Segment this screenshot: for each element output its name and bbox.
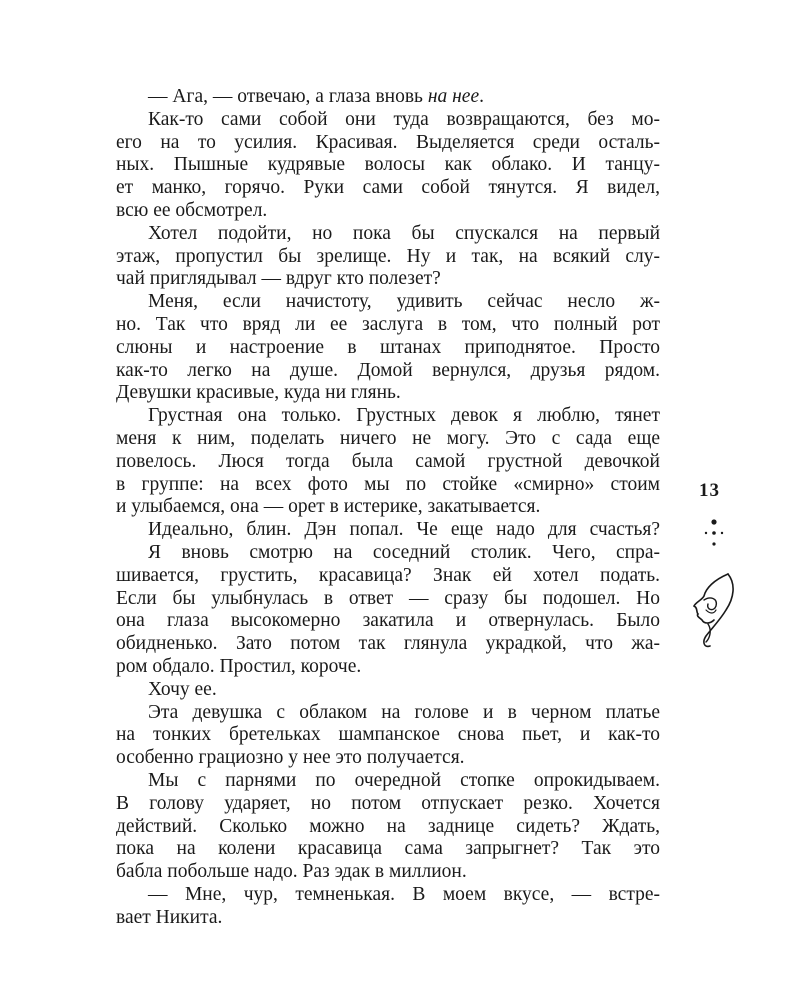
text-line: в группе: на всех фото мы по стойке «смирно» стоим [116, 473, 660, 495]
text-line: Эта девушка с облаком на голове и в черном платье [148, 701, 660, 723]
text-line: этаж, пропустил бы зрелище. Ну и так, на всякий слу- [116, 245, 660, 267]
text-line: Хочу ее. [148, 678, 217, 700]
text-line: слюны и настроение в штанах приподнятое. Просто [116, 336, 660, 358]
text-line: — Мне, чур, темненькая. В моем вкусе, — встре- [148, 883, 660, 905]
text-line: Девушки красивые, куда ни глянь. [116, 382, 401, 404]
text-line: Хотел подойти, но пока бы спускался на первый [148, 222, 660, 244]
text-line: обидненько. Зато потом так глянула украдкой, что жа- [116, 633, 660, 655]
text-line: меня к ним, поделать ничего не могу. Это с сада еще [116, 427, 660, 449]
text-line: бабла побольше надо. Раз эдак в миллион. [116, 861, 467, 883]
page-number: 13 [699, 480, 720, 501]
text-line: особенно грациозно у нее это получается. [116, 747, 465, 769]
text-line: чай приглядывал — вдруг кто полезет? [116, 268, 441, 290]
text-line: — Ага, — отвечаю, а глаза вновь на нее. [148, 86, 484, 107]
text-line: на тонких бретельках шампанское снова пьет, и как-то [116, 724, 660, 746]
ornament-dots-icon [702, 518, 730, 550]
text-line: действий. Сколько можно на заднице сидеть? Ждать, [116, 815, 660, 837]
text-line: ных. Пышные кудрявые волосы как облако. И танцу- [116, 154, 660, 176]
text-line: и улыбаемся, она — орет в истерике, закатывается. [116, 496, 541, 518]
text-line: его на то усилия. Красивая. Выделяется среди осталь- [116, 131, 660, 153]
text-line: ром обдало. Простил, короче. [116, 655, 362, 677]
text-line: В голову ударяет, но потом отпускает резко. Хочется [116, 792, 660, 814]
text-line: Если бы улыбнулась в ответ — сразу бы подошел. Но [116, 587, 660, 609]
text-line: как-то легко на душе. Домой вернулся, друзья рядом. [116, 359, 660, 381]
text-line: Идеально, блин. Дэн попал. Че еще надо для счастья? [148, 519, 660, 541]
text-line: повелось. Люся тогда была самой грустной девочкой [116, 450, 660, 472]
text-line: Как-то сами собой они туда возвращаются, без мо- [148, 108, 660, 130]
text-line: но. Так что вряд ли ее заслуга в том, что полный рот [116, 313, 660, 335]
text-line: шивается, грустить, красавица? Знак ей хотел подать. [116, 564, 660, 586]
text-line: пока на колени красавица сама запрыгнет? Так это [116, 838, 660, 860]
text-line: всю ее обсмотрел. [116, 199, 268, 221]
text-line: вает Никита. [116, 906, 223, 928]
face-profile-drawing-icon [684, 570, 744, 650]
text-line: Мы с парнями по очередной стопке опрокидываем. [148, 769, 660, 791]
text-line: Грустная она только. Грустных девок я люблю, тянет [148, 405, 660, 427]
body-text [116, 86, 660, 929]
text-line: ет манко, горячо. Руки сами собой тянутся. Я видел, [116, 177, 660, 199]
text-line: Меня, если начистоту, удивить сейчас несло ж- [148, 291, 660, 313]
text-line: Я вновь смотрю на соседний столик. Чего, спра- [148, 541, 660, 563]
text-line: она глаза высокомерно закатила и отвернулась. Было [116, 610, 660, 632]
